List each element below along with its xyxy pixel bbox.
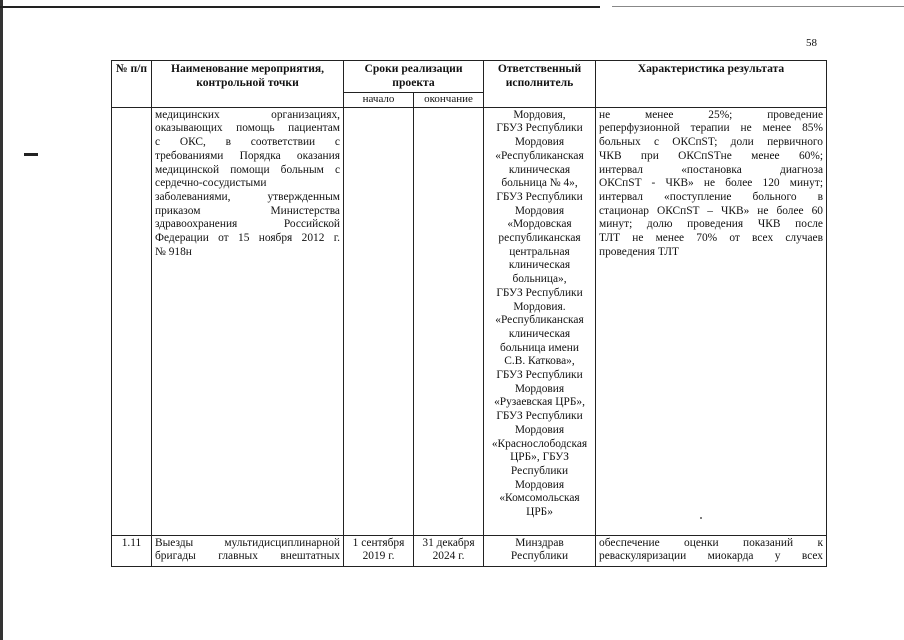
result-line: реваскуляризации миокарда у всех (599, 550, 823, 563)
responsible-line: «Рузаевская ЦРБ», (494, 396, 585, 409)
cell-num (112, 107, 152, 535)
name-line: Выезды мультидисциплинарной (155, 536, 340, 549)
table-row (112, 535, 827, 566)
name-line: Федерации от 15 ноября 2012 г. (155, 232, 340, 245)
responsible-line: «Мордовская (507, 218, 572, 231)
cell-responsible (484, 107, 596, 535)
header-start: начало (344, 93, 414, 108)
result-line: минут; долю проведения ЧКВ после (599, 218, 823, 231)
result-line: проведения ТЛТ (599, 245, 679, 258)
responsible-line: Республики (510, 464, 569, 477)
cell-start (344, 535, 414, 566)
responsible-line: Мордовия (514, 423, 565, 436)
responsible-line: клиническая (508, 259, 571, 272)
responsible-line: клиническая (508, 163, 571, 176)
result-line: ЧКВ при ОКСпSTне менее 60%; (599, 149, 823, 162)
responsible-line: «Краснослободская (491, 437, 588, 450)
responsible-line: ГБУЗ Республики (496, 190, 583, 203)
cell-end (414, 535, 484, 566)
responsible-line: республиканская (498, 232, 581, 245)
measures-table (111, 60, 827, 567)
name-line: приказом Министерства (155, 204, 340, 217)
responsible-line: больница», (512, 273, 567, 286)
end-line: 2024 г. (432, 550, 465, 563)
result-line: стационар ОКСпST – ЧКВ» не более 60 (599, 204, 823, 217)
responsible-line: клиническая (508, 327, 571, 340)
name-line: бригады главных внештатных (155, 550, 340, 563)
result-line: реперфузионной терапии не менее 85% (599, 122, 823, 135)
responsible-line: Минздрав (515, 536, 564, 549)
responsible-line: Мордовия (514, 204, 565, 217)
cell-responsible (484, 535, 596, 566)
responsible-line: «Комсомольская (499, 492, 580, 505)
result-line: не менее 25%; проведение (599, 108, 823, 121)
name-line: сердечно-сосудистыми (155, 177, 267, 190)
name-line: оказывающих помощь пациентам (155, 122, 340, 135)
cell-end (414, 107, 484, 535)
cell-name (152, 107, 344, 535)
responsible-line: Мордовия, (513, 108, 566, 121)
header-dates: Сроки реализации проекта (344, 61, 484, 93)
cell-result (596, 535, 827, 566)
result-line: ОКСпST - ЧКВ» не более 120 минут; (599, 177, 823, 190)
cell-name (152, 535, 344, 566)
name-line: № 918н (155, 245, 192, 258)
header-result: Характеристика результата (596, 61, 827, 108)
header-responsible: Ответственный исполнитель (484, 61, 596, 108)
name-line: здравоохранения Российской (155, 218, 340, 231)
scan-top-edge (0, 6, 600, 8)
table-row (112, 107, 827, 535)
result-line: ТЛТ не менее 70% от всех случаев (599, 232, 823, 245)
responsible-line: ЦРБ» (526, 506, 553, 519)
page-number: 58 (806, 37, 817, 49)
responsible-line: больница № 4», (501, 177, 578, 190)
responsible-line: ГБУЗ Республики (496, 410, 583, 423)
start-line: 2019 г. (362, 550, 395, 563)
name-line: требованиями Порядка оказания (155, 149, 340, 162)
header-name: Наименование мероприятия, контрольной точки (152, 61, 344, 108)
start-line: 1 сентября (352, 536, 405, 549)
responsible-line: Мордовия (514, 478, 565, 491)
header-num: № п/п (112, 61, 152, 108)
responsible-line: ГБУЗ Республики (496, 122, 583, 135)
cell-start (344, 107, 414, 535)
responsible-line: ЦРБ», ГБУЗ (510, 451, 569, 464)
end-line: 31 декабря (422, 536, 475, 549)
result-line: интервал «поступление больного в (599, 190, 823, 203)
cell-num: 1.11 (112, 535, 152, 566)
responsible-line: «Республиканская (495, 314, 584, 327)
responsible-line: С.В. Каткова», (504, 355, 575, 368)
responsible-line: больница имени (500, 341, 579, 354)
cell-result (596, 107, 827, 535)
responsible-line: центральная (509, 245, 570, 258)
responsible-line: «Республиканская (495, 149, 584, 162)
scan-top-edge-faint (612, 6, 904, 7)
responsible-line: Мордовия. (513, 300, 566, 313)
name-line: медицинской помощи больным с (155, 163, 340, 176)
name-line: медицинских организациях, (155, 108, 340, 121)
margin-mark (24, 153, 38, 156)
name-line: с ОКС, в соответствии с (155, 136, 340, 149)
responsible-line: ГБУЗ Республики (496, 369, 583, 382)
responsible-line: Мордовия (514, 382, 565, 395)
page-left-edge (0, 0, 3, 640)
result-line: больных с ОКСпST; доли первичного (599, 136, 823, 149)
result-line: обеспечение оценки показаний к (599, 536, 823, 549)
header-end: окончание (414, 93, 484, 108)
responsible-line: Мордовия (514, 136, 565, 149)
name-line: заболеваниями, утвержденным (155, 190, 340, 203)
result-line: интервал «постановка диагноза (599, 163, 823, 176)
responsible-line: Республики (510, 550, 569, 563)
responsible-line: ГБУЗ Республики (496, 286, 583, 299)
